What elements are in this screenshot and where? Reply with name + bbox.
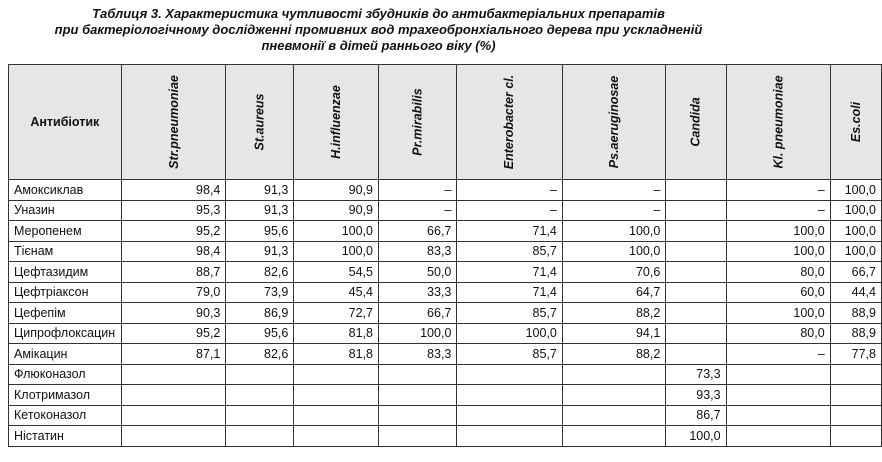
sensitivity-value (378, 426, 456, 447)
sensitivity-value: 95,2 (121, 221, 226, 242)
sensitivity-value: 100,0 (830, 241, 881, 262)
sensitivity-value: 86,9 (226, 303, 294, 324)
antibiotic-name: Кетоконазол (9, 405, 122, 426)
table-row (9, 303, 882, 324)
sensitivity-value: 100,0 (294, 221, 379, 242)
sensitivity-value (562, 364, 665, 385)
sensitivity-value: 45,4 (294, 282, 379, 303)
sensitivity-value (666, 200, 726, 221)
sensitivity-value: 85,7 (457, 241, 562, 262)
sensitivity-value: 91,3 (226, 180, 294, 201)
sensitivity-value: 60,0 (726, 282, 830, 303)
sensitivity-value: 70,6 (562, 262, 665, 283)
antibiotic-name: Уназин (9, 200, 122, 221)
table-caption (0, 6, 757, 54)
sensitivity-value: 88,2 (562, 303, 665, 324)
header-row (9, 65, 882, 180)
pathogen-header: Kl. pneumoniae (726, 65, 830, 180)
sensitivity-value (294, 385, 379, 406)
sensitivity-value: 91,3 (226, 200, 294, 221)
sensitivity-value (562, 426, 665, 447)
table-row (9, 221, 882, 242)
table-row (9, 426, 882, 447)
sensitivity-value: 33,3 (378, 282, 456, 303)
sensitivity-value (562, 405, 665, 426)
sensitivity-value (226, 364, 294, 385)
sensitivity-value (121, 405, 226, 426)
sensitivity-value: 100,0 (830, 200, 881, 221)
sensitivity-value (830, 405, 881, 426)
sensitivity-value: 81,8 (294, 344, 379, 365)
sensitivity-table (8, 64, 882, 447)
sensitivity-value: 73,3 (666, 364, 726, 385)
sensitivity-value (226, 405, 294, 426)
sensitivity-value (226, 385, 294, 406)
sensitivity-value (378, 405, 456, 426)
sensitivity-value (726, 385, 830, 406)
sensitivity-value (457, 385, 562, 406)
sensitivity-value (378, 364, 456, 385)
sensitivity-value: – (457, 200, 562, 221)
sensitivity-value: 88,2 (562, 344, 665, 365)
sensitivity-value: 95,3 (121, 200, 226, 221)
sensitivity-value: – (726, 180, 830, 201)
sensitivity-value (726, 364, 830, 385)
table-row (9, 180, 882, 201)
table-row (9, 323, 882, 344)
sensitivity-value: – (378, 180, 456, 201)
table-row (9, 364, 882, 385)
sensitivity-value: 100,0 (830, 221, 881, 242)
sensitivity-value (457, 364, 562, 385)
sensitivity-value: 88,9 (830, 323, 881, 344)
sensitivity-value: 50,0 (378, 262, 456, 283)
sensitivity-value (457, 405, 562, 426)
sensitivity-value: 82,6 (226, 344, 294, 365)
sensitivity-value: 64,7 (562, 282, 665, 303)
sensitivity-value: 100,0 (726, 221, 830, 242)
table-row (9, 344, 882, 365)
table-row (9, 405, 882, 426)
sensitivity-value: 94,1 (562, 323, 665, 344)
caption-line: при бактеріологічному дослідженні промивних вод трахеобронхіального дерева при ускладненій (54, 22, 703, 37)
sensitivity-value: 100,0 (562, 221, 665, 242)
table-row (9, 262, 882, 283)
sensitivity-value (666, 344, 726, 365)
sensitivity-value: 100,0 (378, 323, 456, 344)
sensitivity-value: 100,0 (830, 180, 881, 201)
antibiotic-name: Амоксиклав (9, 180, 122, 201)
sensitivity-value (666, 303, 726, 324)
sensitivity-value (666, 180, 726, 201)
sensitivity-value: 100,0 (562, 241, 665, 262)
sensitivity-value: 79,0 (121, 282, 226, 303)
sensitivity-value (830, 426, 881, 447)
sensitivity-value: 82,6 (226, 262, 294, 283)
antibiotic-name: Ністатин (9, 426, 122, 447)
sensitivity-value: 66,7 (378, 303, 456, 324)
sensitivity-value: 88,7 (121, 262, 226, 283)
antibiotic-name: Ципрофлоксацин (9, 323, 122, 344)
sensitivity-value: 90,9 (294, 180, 379, 201)
sensitivity-value: 85,7 (457, 344, 562, 365)
antibiotic-name: Клотримазол (9, 385, 122, 406)
sensitivity-value (726, 426, 830, 447)
pathogen-header: Pr.mirabilis (378, 65, 456, 180)
sensitivity-value: 86,7 (666, 405, 726, 426)
sensitivity-value (830, 364, 881, 385)
sensitivity-value: 100,0 (666, 426, 726, 447)
sensitivity-value: 88,9 (830, 303, 881, 324)
sensitivity-value: 83,3 (378, 241, 456, 262)
sensitivity-value: – (562, 200, 665, 221)
sensitivity-value: 54,5 (294, 262, 379, 283)
sensitivity-value (294, 405, 379, 426)
sensitivity-value: 73,9 (226, 282, 294, 303)
sensitivity-value (666, 282, 726, 303)
sensitivity-value: 83,3 (378, 344, 456, 365)
caption-line: Таблиця 3. Характеристика чутливості збудників до антибактеріальних препаратів (92, 6, 665, 21)
table-row (9, 200, 882, 221)
sensitivity-value: 72,7 (294, 303, 379, 324)
pathogen-header: Enterobacter cl. (457, 65, 562, 180)
sensitivity-value: 93,3 (666, 385, 726, 406)
sensitivity-value: 80,0 (726, 323, 830, 344)
sensitivity-value: – (562, 180, 665, 201)
sensitivity-value: 98,4 (121, 241, 226, 262)
sensitivity-value: 100,0 (294, 241, 379, 262)
sensitivity-value: 71,4 (457, 262, 562, 283)
antibiotic-name: Цефтазидим (9, 262, 122, 283)
pathogen-header: H.influenzae (294, 65, 379, 180)
table-row (9, 241, 882, 262)
sensitivity-value (726, 405, 830, 426)
sensitivity-value: – (378, 200, 456, 221)
sensitivity-value: 98,4 (121, 180, 226, 201)
sensitivity-value (121, 385, 226, 406)
sensitivity-value: – (726, 344, 830, 365)
antibiotic-name: Флюконазол (9, 364, 122, 385)
sensitivity-value: 77,8 (830, 344, 881, 365)
caption-line: пневмонії в дітей раннього віку (%) (261, 38, 496, 53)
sensitivity-value: 66,7 (830, 262, 881, 283)
sensitivity-value: 90,9 (294, 200, 379, 221)
sensitivity-value (666, 323, 726, 344)
sensitivity-value: 66,7 (378, 221, 456, 242)
sensitivity-value: – (726, 200, 830, 221)
sensitivity-value (666, 262, 726, 283)
sensitivity-value: 100,0 (457, 323, 562, 344)
pathogen-header: St.aureus (226, 65, 294, 180)
sensitivity-value: 100,0 (726, 303, 830, 324)
sensitivity-value: 95,6 (226, 221, 294, 242)
antibiotic-name: Меропенем (9, 221, 122, 242)
pathogen-header: Ps.aeruginosae (562, 65, 665, 180)
sensitivity-value (121, 364, 226, 385)
pathogen-header: Candida (666, 65, 726, 180)
sensitivity-value: 95,2 (121, 323, 226, 344)
sensitivity-value: 85,7 (457, 303, 562, 324)
antibiotic-name: Амікацин (9, 344, 122, 365)
sensitivity-value: 71,4 (457, 282, 562, 303)
sensitivity-value (830, 385, 881, 406)
sensitivity-value: 100,0 (726, 241, 830, 262)
sensitivity-value: 81,8 (294, 323, 379, 344)
antibiotic-name: Цефтріаксон (9, 282, 122, 303)
sensitivity-value: 80,0 (726, 262, 830, 283)
antibiotic-name: Тієнам (9, 241, 122, 262)
sensitivity-value (378, 385, 456, 406)
sensitivity-value: 91,3 (226, 241, 294, 262)
sensitivity-value (562, 385, 665, 406)
sensitivity-value (294, 364, 379, 385)
antibiotic-header: Антибіотик (9, 65, 122, 180)
antibiotic-name: Цефепім (9, 303, 122, 324)
pathogen-header: Es.coli (830, 65, 881, 180)
sensitivity-value (121, 426, 226, 447)
table-row (9, 385, 882, 406)
table-row (9, 282, 882, 303)
sensitivity-value: – (457, 180, 562, 201)
sensitivity-value: 87,1 (121, 344, 226, 365)
sensitivity-value (666, 241, 726, 262)
sensitivity-value (666, 221, 726, 242)
sensitivity-value (226, 426, 294, 447)
sensitivity-value: 90,3 (121, 303, 226, 324)
sensitivity-value: 71,4 (457, 221, 562, 242)
sensitivity-value: 95,6 (226, 323, 294, 344)
pathogen-header: Str.pneumoniae (121, 65, 226, 180)
sensitivity-value: 44,4 (830, 282, 881, 303)
sensitivity-value (457, 426, 562, 447)
sensitivity-value (294, 426, 379, 447)
